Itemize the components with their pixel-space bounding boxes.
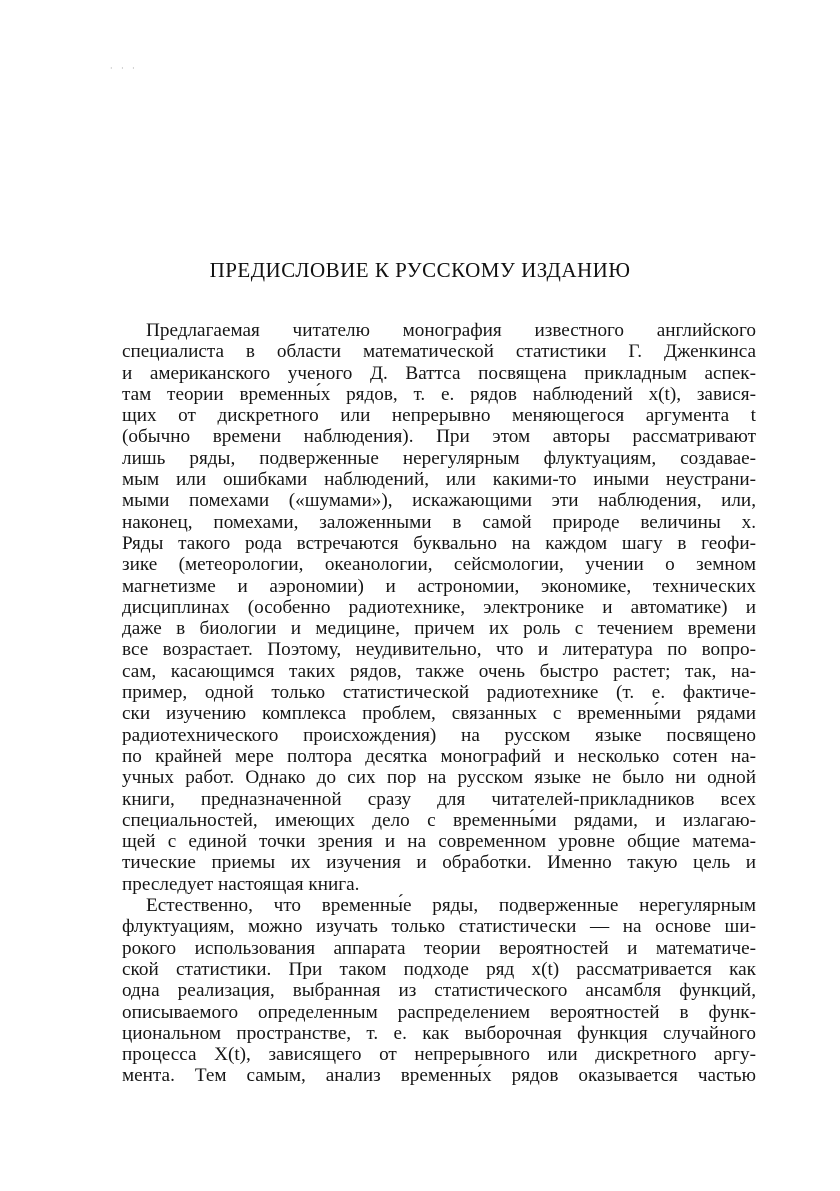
text-line: щих от дискретного или непрерывно меняющегося аргумента t <box>122 405 756 427</box>
text-line: пример, одной только статистической радиотехнике (т. е. фактиче- <box>122 682 756 704</box>
text-line: процесса X(t), зависящего от непрерывного или дискретного аргу- <box>122 1044 756 1066</box>
body-text <box>122 320 756 1087</box>
text-line: наконец, помехами, заложенными в самой природе величины x. <box>122 511 756 533</box>
text-line: ской статистики. При таком подходе ряд x(t) рассматривается как <box>122 958 756 980</box>
text-line: флуктуациям, можно изучать только статистически — на основе ши- <box>122 916 756 938</box>
text-line: Ряды такого рода встречаются буквально на каждом шагу в геофи- <box>122 532 756 554</box>
text-line: щей с единой точки зрения и на современном уровне общие матема- <box>122 831 756 853</box>
text-line: специальностей, имеющих дело с временны́ми рядами, и излагаю- <box>122 809 756 831</box>
text-line: Предлагаемая читателю монография известного английского <box>146 320 756 341</box>
text-line: все возрастает. Поэтому, неудивительно, что и литература по вопро- <box>122 639 756 661</box>
text-line: магнетизме и аэрономии) и астрономии, экономике, технических <box>122 575 756 597</box>
text-line: сам, касающимся таких рядов, также очень быстро растет; так, на- <box>122 660 756 682</box>
text-line: тические приемы их изучения и обработки. Именно такую цель и <box>122 852 756 874</box>
text-line: учных работ. Однако до сих пор на русском языке не было ни одной <box>122 767 756 789</box>
paragraph-1 <box>122 320 756 895</box>
text-line: дисциплинах (особенно радиотехнике, электронике и автоматике) и <box>122 596 756 618</box>
text-line: одна реализация, выбранная из статистического ансамбля функций, <box>122 980 756 1002</box>
scan-marks: · · · <box>110 64 138 73</box>
text-line: книги, предназначенной сразу для читателей-прикладников всех <box>122 788 756 810</box>
text-line: описываемого определенным распределением вероятностей в функ- <box>122 1001 756 1023</box>
text-line: мента. Тем самым, анализ временны́х рядов оказывается частью <box>122 1065 756 1087</box>
text-line: циональном пространстве, т. е. как выборочная функция случайного <box>122 1022 756 1044</box>
text-line: по крайней мере полтора десятка монографий и несколько сотен на- <box>122 745 756 767</box>
page-title: ПРЕДИСЛОВИЕ К РУССКОМУ ИЗДАНИЮ <box>209 258 631 282</box>
text-line: лишь ряды, подверженные нерегулярным флуктуациям, создавае- <box>122 447 756 469</box>
text-line: мым или ошибками наблюдений, или какими-то иными неустрани- <box>122 469 756 491</box>
text-line: радиотехнического происхождения) на русском языке посвящено <box>122 724 756 746</box>
text-line: даже в биологии и медицине, причем их роль с течением времени <box>122 618 756 640</box>
text-line: Естественно, что временны́е ряды, подверженные нерегулярным <box>146 895 756 917</box>
text-line: там теории временны́х рядов, т. е. рядов наблюдений x(t), завися- <box>122 383 756 405</box>
text-line: зике (метеорологии, океанологии, сейсмологии, учении о земном <box>122 554 756 576</box>
text-line: и американского ученого Д. Ваттса посвящена прикладным аспек- <box>122 362 756 384</box>
text-line: преследует настоящая книга. <box>122 873 360 895</box>
text-line: рокого использования аппарата теории вероятностей и математиче- <box>122 937 756 959</box>
text-line: мыми помехами («шумами»), искажающими эти наблюдения, или, <box>122 490 756 512</box>
text-line: ски изучению комплекса проблем, связанных с временны́ми рядами <box>122 703 756 725</box>
paragraph-2 <box>122 895 756 1087</box>
text-line: специалиста в области математической статистики Г. Дженкинса <box>122 341 756 363</box>
text-line: (обычно времени наблюдения). При этом авторы рассматривают <box>122 426 756 448</box>
